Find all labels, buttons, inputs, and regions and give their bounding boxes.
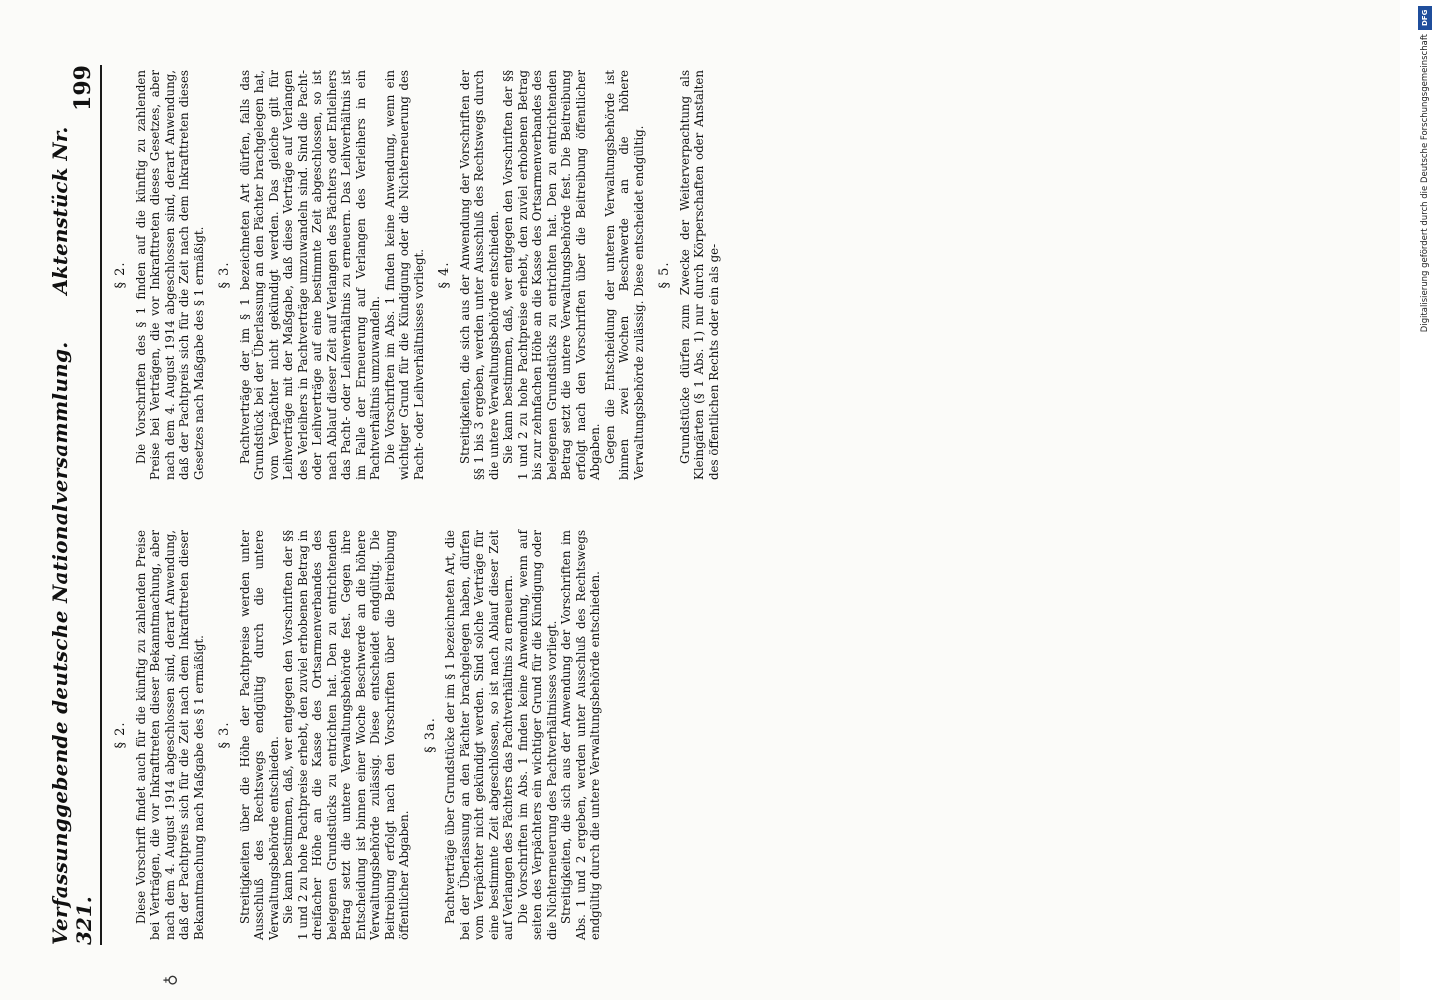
section-heading: § 5. xyxy=(657,261,672,289)
section xyxy=(114,530,206,940)
digitization-strip xyxy=(1416,6,1434,394)
right-column xyxy=(110,70,733,480)
section-paragraph: Die Vorschriften im Abs. 1 finden keine Anwendung, wenn ein wichtiger Grund für die Kündigung oder die Nichterneuerung des Pacht- oder Leihverhältnisses vorliegt. xyxy=(382,70,426,480)
document-number: Aktenstück Nr. 321. xyxy=(48,126,96,945)
section-heading: § 3. xyxy=(217,721,232,749)
section-heading: § 4. xyxy=(437,261,452,289)
section-paragraph: Gegen die Entscheidung der unteren Verwaltungsbehörde ist binnen zwei Wochen Beschwerde an die höhere Verwaltungsbehörde zulässig. Diese entscheidet endgültig. xyxy=(602,70,646,480)
section xyxy=(114,70,206,480)
section-paragraph: Die Vorschriften des § 1 finden auf die künftig zu zahlenden Preise bei Verträgen, die vor Inkrafttreten dieses Gesetzes, aber nach dem 4. August 1914 abgeschlossen sind, derart Anwendung, daß der Pachtpreis sich für die Zeit nach dem Inkrafttreten dieses Gesetzes nach Maßgabe des § 1 ermäßigt. xyxy=(133,70,206,480)
section-paragraph: Pachtverträge der im § 1 bezeichneten Art dürfen, falls das Grundstück bei der Überlassung an den Pächter brachgelegen hat, vom Verpächter nicht gekündigt werden. Das gleiche gilt für Leihverträge mit der Maßgabe, daß diese Verträge auf Verlangen des Verleihers in Pachtverträge umzuwandeln sind. Sind die Pacht- oder Leihverträge auf eine bestimmte Zeit abgeschlossen, so ist nach Ablauf dieser Zeit auf Verlangen des Pächters oder Entleihers das Pacht- oder Leihverhältnis zu erneuern. Das Leihverhältnis ist im Falle der Erneuerung auf Verlangen des Verleihers in ein Pachtverhältnis umzuwandeln. xyxy=(237,70,382,480)
section xyxy=(658,70,721,480)
publication-title: Verfassunggebende deutsche Nationalversammlung. xyxy=(48,341,72,945)
section-heading: § 3a. xyxy=(422,717,438,753)
page-header xyxy=(48,65,102,945)
section xyxy=(424,530,603,940)
section-paragraph: Pachtverträge über Grundstücke der im § 1 bezeichneten Art, die bei der Überlassung an den Pächter brachgelegen haben, dürfen vom Verpächter nicht gekündigt werden. Sind solche Verträge für eine bestimmte Zeit abgeschlossen, so ist nach Ablauf dieser Zeit auf Verlangen des Pächters das Pachtverhältnis zu erneuern. xyxy=(443,530,515,940)
section-paragraph: Die Vorschriften im Abs. 1 finden keine Anwendung, wenn auf seiten des Verpächters ein wichtiger Grund für die Kündigung oder die Nichterneuerung des Pachtverhältnisses vorliegt. xyxy=(515,530,559,940)
section-heading: § 2. xyxy=(113,721,128,749)
margin-mark: ♁ xyxy=(160,974,179,986)
section-paragraph: Sie kann bestimmen, daß, wer entgegen den Vorschriften der §§ 1 und 2 zu hohe Pachtpreise erhebt, den zuviel erhobenen Betrag in dreifacher Höhe an die Kasse des Ortsarmenverbandes des belegenen Grundstücks zu entrichten hat. Den zu entrichtenden Betrag setzt die untere Verwaltungsbehörde fest. Gegen ihre Entscheidung ist binnen einer Woche Beschwerde an die höhere Verwaltungsbehörde zulässig. Diese entscheidet endgültig. Die Beitreibung erfolgt nach den Vorschriften über die Beitreibung öffentlicher Abgaben. xyxy=(281,530,411,940)
section xyxy=(218,70,426,480)
section-paragraph: Streitigkeiten über die Höhe der Pachtpreise werden unter Ausschluß des Rechtswegs endgültig durch die untere Verwaltungsbehörde entschieden. xyxy=(237,530,281,940)
section-paragraph: Grundstücke dürfen zum Zwecke der Weiterverpachtung als Kleingärten (§ 1 Abs. 1) nur durch Körperschaften oder Anstalten des öffentlichen Rechts oder ein als ge- xyxy=(677,70,721,480)
section-paragraph: Streitigkeiten, die sich aus der Anwendung der Vorschriften im Abs. 1 und 2 ergeben, werden unter Ausschluß des Rechtswegs endgültig durch die untere Verwaltungsbehörde entschieden. xyxy=(559,530,602,940)
left-column xyxy=(110,530,615,940)
section-paragraph: Sie kann bestimmen, daß, wer entgegen den Vorschriften der §§ 1 und 2 zu hohe Pachtpreise erhebt, den zuviel erhobenen Betrag bis zur zehnfachen Höhe an die Kasse des Ortsarmenverbandes des belegenen Grundstücks zu entrichten hat. Den zu entrichtenden Betrag setzt die untere Verwaltungsbehörde fest. Die Beitreibung erfolgt nach den Vorschriften über die Beitreibung öffentlicher Abgaben. xyxy=(501,70,602,480)
section-paragraph: Streitigkeiten, die sich aus der Anwendung der Vorschriften der §§ 1 bis 3 ergeben, werden unter Ausschluß des Rechtswegs durch die untere Verwaltungsbehörde entschieden. xyxy=(457,70,501,480)
section-heading: § 3. xyxy=(217,261,232,289)
section-paragraph: Diese Vorschrift findet auch für die künftig zu zahlenden Preise bei Verträgen, die vor Inkrafttreten dieser Bekanntmachung, aber nach dem 4. August 1914 abgeschlossen sind, derart Anwendung, daß der Pachtpreis sich für die Zeit nach dem Inkrafttreten dieser Bekanntmachung nach Maßgabe des § 1 ermäßigt. xyxy=(133,530,206,940)
section-heading: § 2. xyxy=(113,261,128,289)
section xyxy=(218,530,412,940)
dfg-logo-icon: DFG xyxy=(1418,6,1432,30)
page-number: 199 xyxy=(70,65,96,111)
section xyxy=(438,70,646,480)
digitization-note: Digitalisierung gefördert durch die Deutsche Forschungsgemeinschaft xyxy=(1420,34,1430,333)
